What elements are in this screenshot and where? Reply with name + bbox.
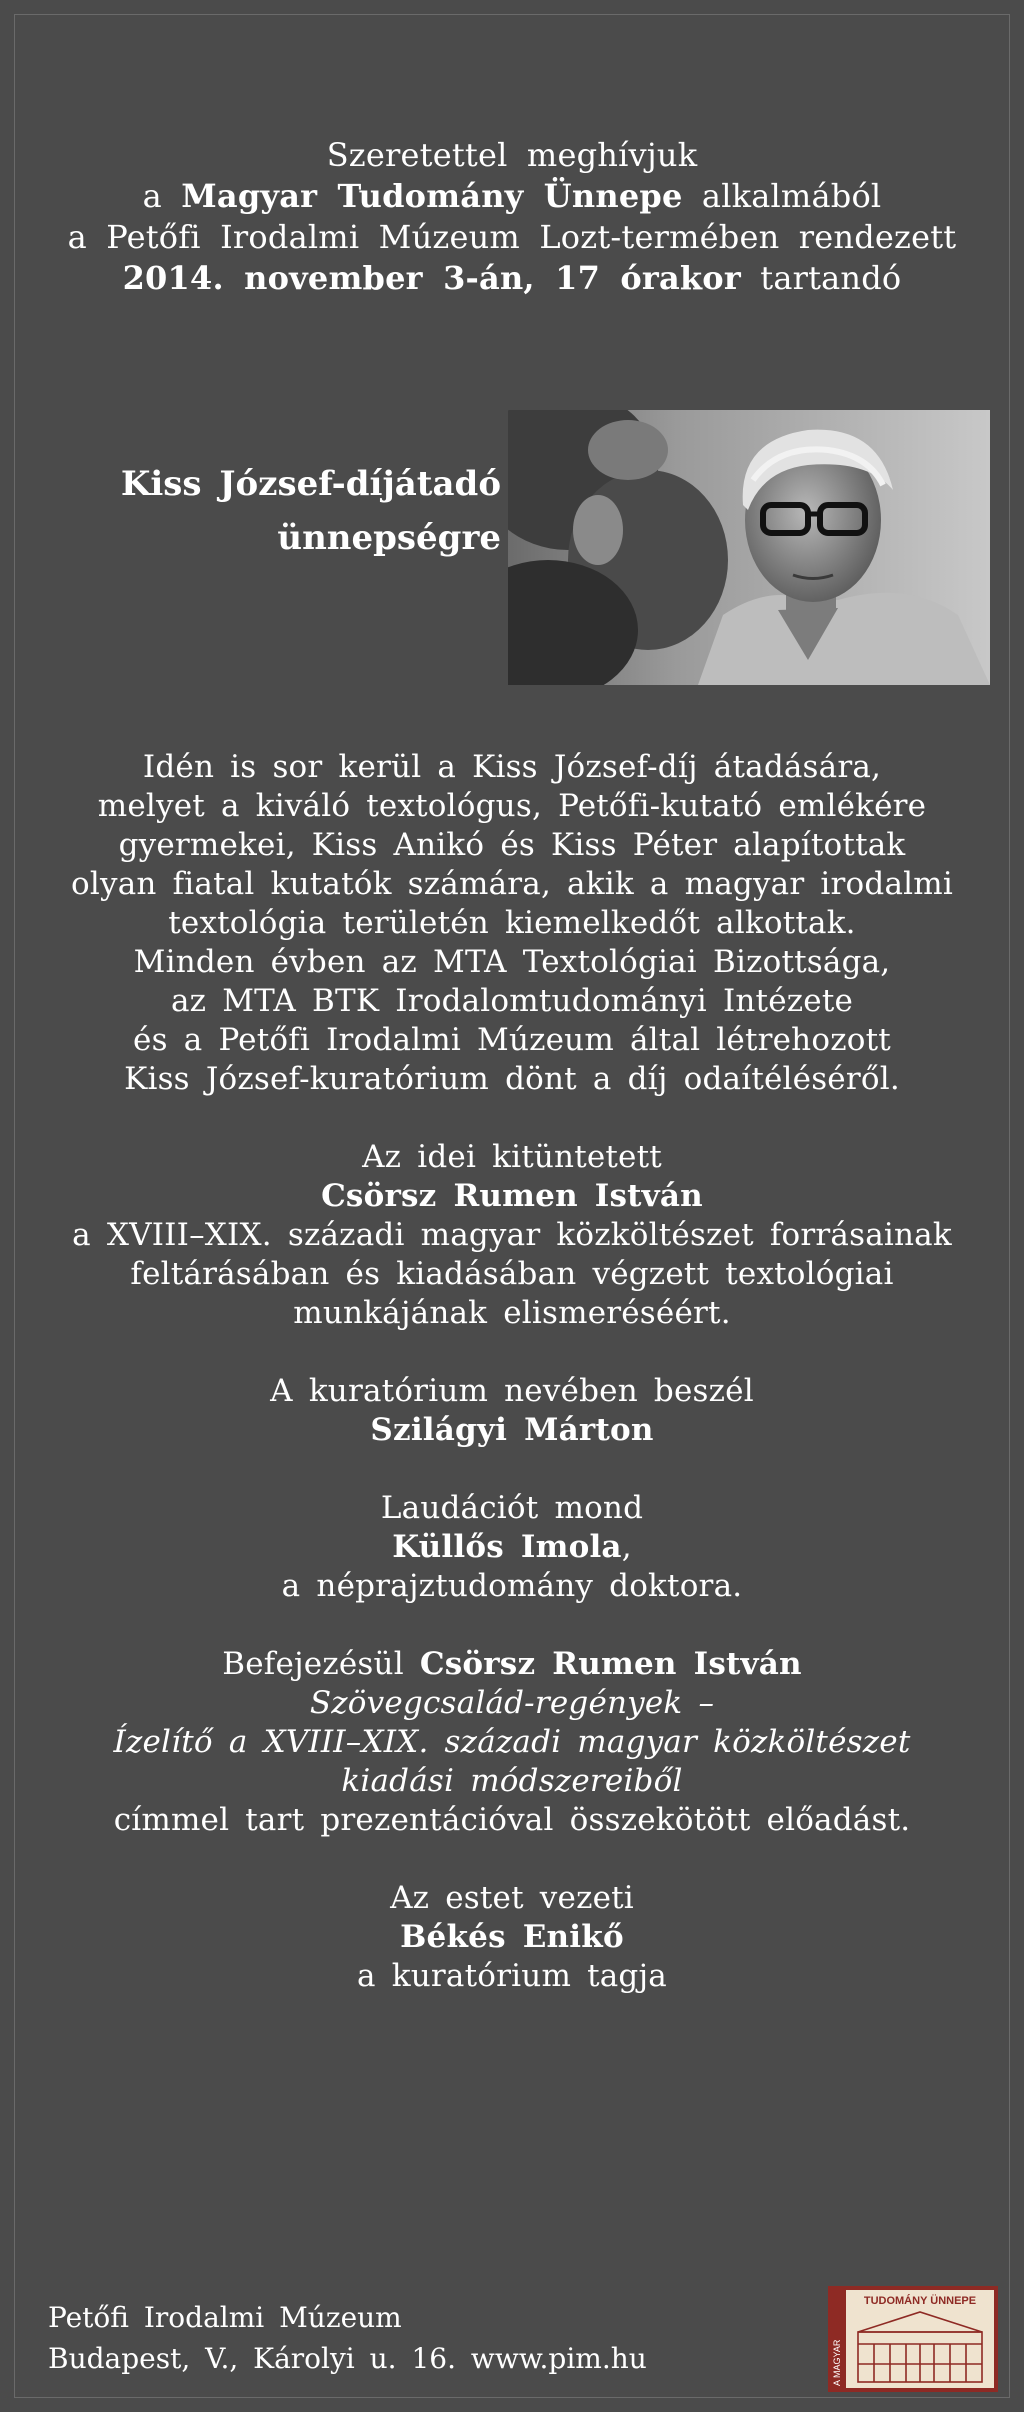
text-segment: az MTA BTK Irodalomtudományi Intézete bbox=[170, 983, 854, 1019]
bold-text: Békés Enikő bbox=[400, 1919, 624, 1955]
text-line bbox=[0, 1645, 1024, 1684]
body-section bbox=[0, 1489, 1024, 1606]
text-line bbox=[0, 176, 1024, 217]
text-line bbox=[0, 1021, 1024, 1060]
body-section bbox=[0, 1372, 1024, 1450]
event-title bbox=[121, 457, 501, 565]
bold-text: Küllős Imola bbox=[392, 1529, 622, 1565]
text-segment: Befejezésül bbox=[222, 1646, 420, 1682]
text-line bbox=[0, 982, 1024, 1021]
text-segment: Az estet vezeti bbox=[390, 1880, 634, 1916]
bold-text: 2014. november 3-án, 17 órakor bbox=[122, 259, 741, 297]
text-line bbox=[0, 1060, 1024, 1099]
text-segment: melyet a kiváló textológus, Petőfi-kutató emlékére bbox=[97, 788, 927, 824]
text-line bbox=[0, 1411, 1024, 1450]
text-line bbox=[0, 1723, 1024, 1762]
text-segment: Laudációt mond bbox=[380, 1490, 644, 1526]
text-line bbox=[0, 1177, 1024, 1216]
text-segment: címmel tart prezentációval összekötött előadást. bbox=[113, 1802, 911, 1838]
bold-text: Magyar Tudomány Ünnepe bbox=[181, 177, 683, 215]
text-line bbox=[0, 1762, 1024, 1801]
text-line bbox=[0, 1801, 1024, 1840]
text-line bbox=[0, 1372, 1024, 1411]
bold-text: Szilágyi Márton bbox=[370, 1412, 654, 1448]
body-section bbox=[0, 748, 1024, 1099]
text-line bbox=[0, 943, 1024, 982]
text-line bbox=[0, 748, 1024, 787]
text-line bbox=[0, 1138, 1024, 1177]
invitation-body bbox=[0, 748, 1024, 2035]
body-section bbox=[0, 1879, 1024, 1996]
text-line bbox=[0, 1294, 1024, 1333]
text-line bbox=[0, 1957, 1024, 1996]
text-segment: Minden évben az MTA Textológiai Bizottsága, bbox=[133, 944, 891, 980]
text-segment: a kuratórium tagja bbox=[357, 1958, 667, 1994]
text-line bbox=[0, 135, 1024, 176]
italic-text: Ízelítő a XVIII–XIX. századi magyar közköltészet bbox=[113, 1724, 911, 1760]
logo-banner-text: TUDOMÁNY ÜNNEPE bbox=[863, 2295, 977, 2307]
text-line bbox=[0, 904, 1024, 943]
text-segment: olyan fiatal kutatók számára, akik a magyar irodalmi bbox=[71, 866, 953, 902]
text-line bbox=[0, 1879, 1024, 1918]
text-segment: Kiss József-kuratórium dönt a díj odaítéléséről. bbox=[124, 1061, 900, 1097]
text-line bbox=[0, 865, 1024, 904]
bold-text: Csörsz Rumen István bbox=[321, 1178, 703, 1214]
footer-address-line: Budapest, V., Károlyi u. 16. www.pim.hu bbox=[48, 2342, 647, 2375]
text-line bbox=[0, 826, 1024, 865]
text-line bbox=[0, 1255, 1024, 1294]
italic-text: Szövegcsalád-regények – bbox=[309, 1685, 715, 1721]
text-line bbox=[0, 1216, 1024, 1255]
event-title-line-1: Kiss József-díjátadó bbox=[120, 464, 501, 504]
magyar-tudomany-unnepe-logo bbox=[828, 2286, 998, 2392]
footer-address bbox=[48, 2297, 647, 2379]
text-line bbox=[0, 1567, 1024, 1606]
text-segment: feltárásában és kiadásában végzett textológiai bbox=[130, 1256, 894, 1292]
text-line bbox=[0, 1684, 1024, 1723]
text-line bbox=[0, 217, 1024, 258]
text-segment: Szeretettel meghívjuk bbox=[326, 136, 698, 174]
bold-text: Csörsz Rumen István bbox=[419, 1646, 802, 1682]
text-line bbox=[0, 1528, 1024, 1567]
invitation-intro bbox=[0, 135, 1024, 299]
footer-museum-name: Petőfi Irodalmi Múzeum bbox=[48, 2301, 402, 2334]
event-title-line-2: ünnepségre bbox=[277, 518, 501, 558]
text-segment: A kuratórium nevében beszél bbox=[270, 1373, 754, 1409]
text-segment: Az idei kitüntetett bbox=[362, 1139, 662, 1175]
text-segment: a XVIII–XIX. századi magyar közköltészet forrásainak bbox=[72, 1217, 952, 1253]
text-line bbox=[0, 258, 1024, 299]
text-segment: és a Petőfi Irodalmi Múzeum által létrehozott bbox=[133, 1022, 891, 1058]
text-segment: gyermekei, Kiss Anikó és Kiss Péter alapítottak bbox=[118, 827, 906, 863]
text-segment: alkalmából bbox=[682, 177, 882, 215]
text-segment: a néprajztudomány doktora. bbox=[281, 1568, 743, 1604]
text-segment: textológia területén kiemelkedőt alkottak. bbox=[168, 905, 856, 941]
portrait-photo bbox=[508, 410, 990, 685]
text-segment: munkájának elismeréséért. bbox=[293, 1295, 731, 1331]
text-segment: , bbox=[621, 1529, 632, 1565]
text-segment: a Petőfi Irodalmi Múzeum Lozt-termében rendezett bbox=[67, 218, 957, 256]
text-line bbox=[0, 1918, 1024, 1957]
text-segment: tartandó bbox=[740, 259, 902, 297]
body-section bbox=[0, 1138, 1024, 1333]
text-line bbox=[0, 787, 1024, 826]
logo-vertical-text: A MAGYAR bbox=[832, 2339, 842, 2386]
text-line bbox=[0, 1489, 1024, 1528]
text-segment: Idén is sor kerül a Kiss József-díj átadására, bbox=[142, 749, 882, 785]
body-section bbox=[0, 1645, 1024, 1840]
italic-text: kiadási módszereiből bbox=[341, 1763, 683, 1799]
text-segment: a bbox=[142, 177, 182, 215]
